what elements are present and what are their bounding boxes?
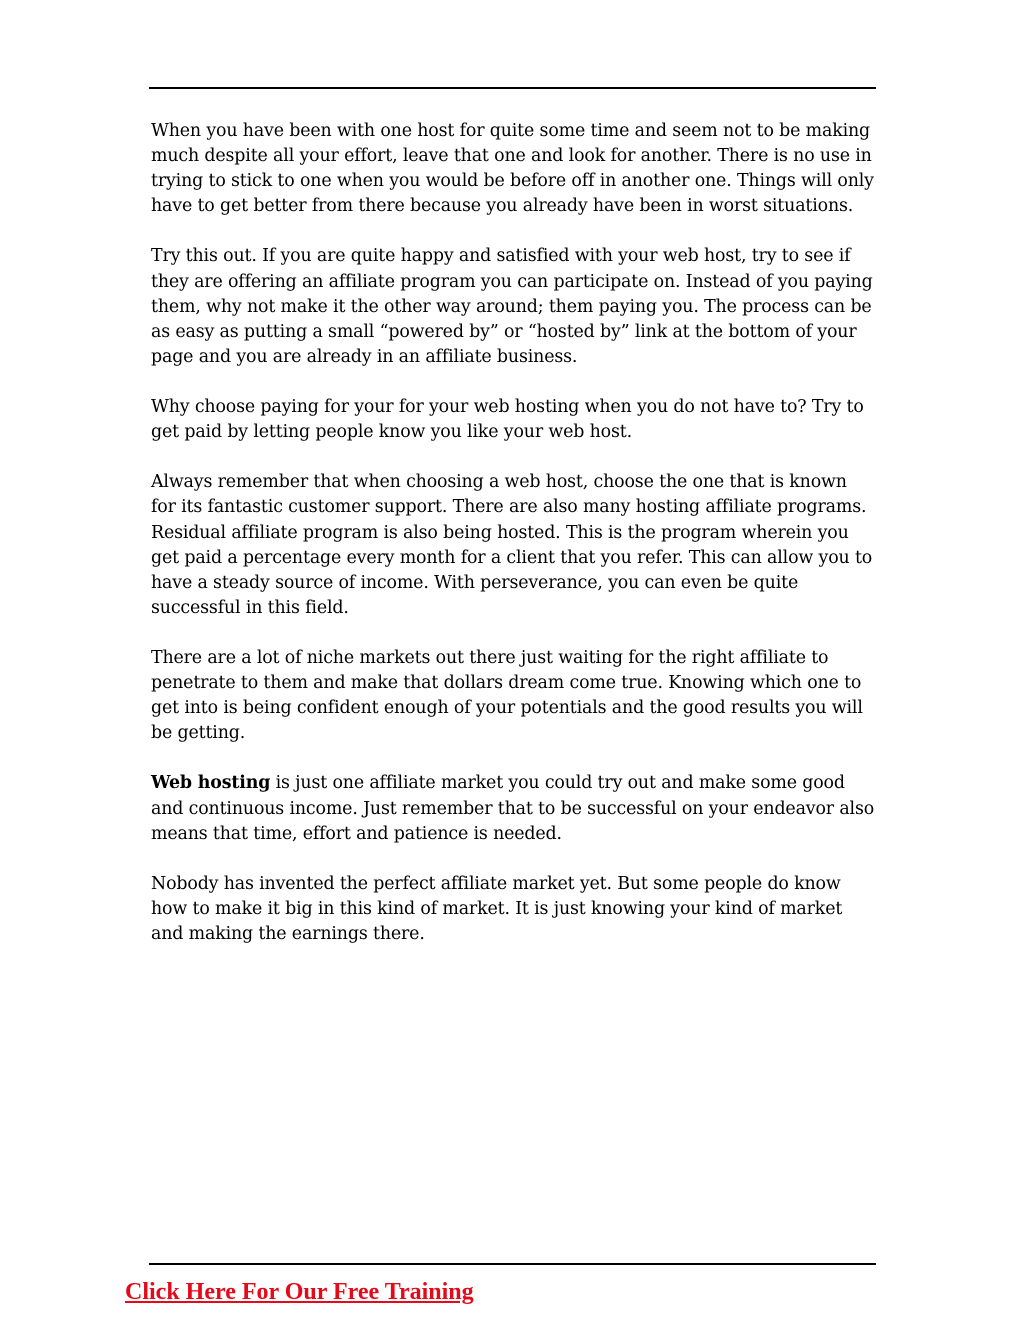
paragraph-3: Why choose paying for your for your web hosting when you do not have to? Try to get paid by letting people know you like your web host.	[151, 397, 864, 443]
top-divider	[149, 87, 876, 89]
article-body	[151, 119, 876, 972]
paragraph-4: Always remember that when choosing a web host, choose the one that is known for its fantastic customer support. There are also many hosting affiliate programs. Residual affiliate program is also being hosted. This is the program wherein you get paid a percentage every month for a client that you refer. This can allow you to have a steady source of income. With perseverance, you can even be quite successful in this field.	[151, 472, 873, 618]
web-hosting-bold: Web hosting	[151, 773, 271, 794]
paragraph-2: Try this out. If you are quite happy and satisfied with your web host, try to see if they are offering an affiliate program you can participate on. Instead of you paying them, why not make it the other way around; them paying you. The process can be as easy as putting a small “powered by” or “hosted by” link at the bottom of your page and you are already in an affiliate business.	[151, 246, 873, 367]
paragraph-1: When you have been with one host for quite some time and seem not to be making much despite all your effort, leave that one and look for another. There is no use in trying to stick to one when you would be before off in another one. Things will only have to get better from there because you already have been in worst situations.	[151, 121, 874, 217]
bottom-divider	[149, 1263, 876, 1265]
paragraph-6	[151, 771, 876, 846]
paragraph-6-text: is just one affiliate market you could try out and make some good and continuous income. Just remember that to be successful on your endeavor also means that time, effort and patience is needed.	[151, 773, 875, 844]
paragraph-5: There are a lot of niche markets out there just waiting for the right affiliate to penetrate to them and make that dollars dream come true. Knowing which one to get into is being confident enough of your potentials and the good results you will be getting.	[151, 647, 863, 744]
free-training-link[interactable]: Click Here For Our Free Training	[125, 1279, 474, 1305]
paragraph-7: Nobody has invented the perfect affiliate market yet. But some people do know how to make it big in this kind of market. It is just knowing your kind of market and making the earnings there.	[151, 873, 843, 944]
